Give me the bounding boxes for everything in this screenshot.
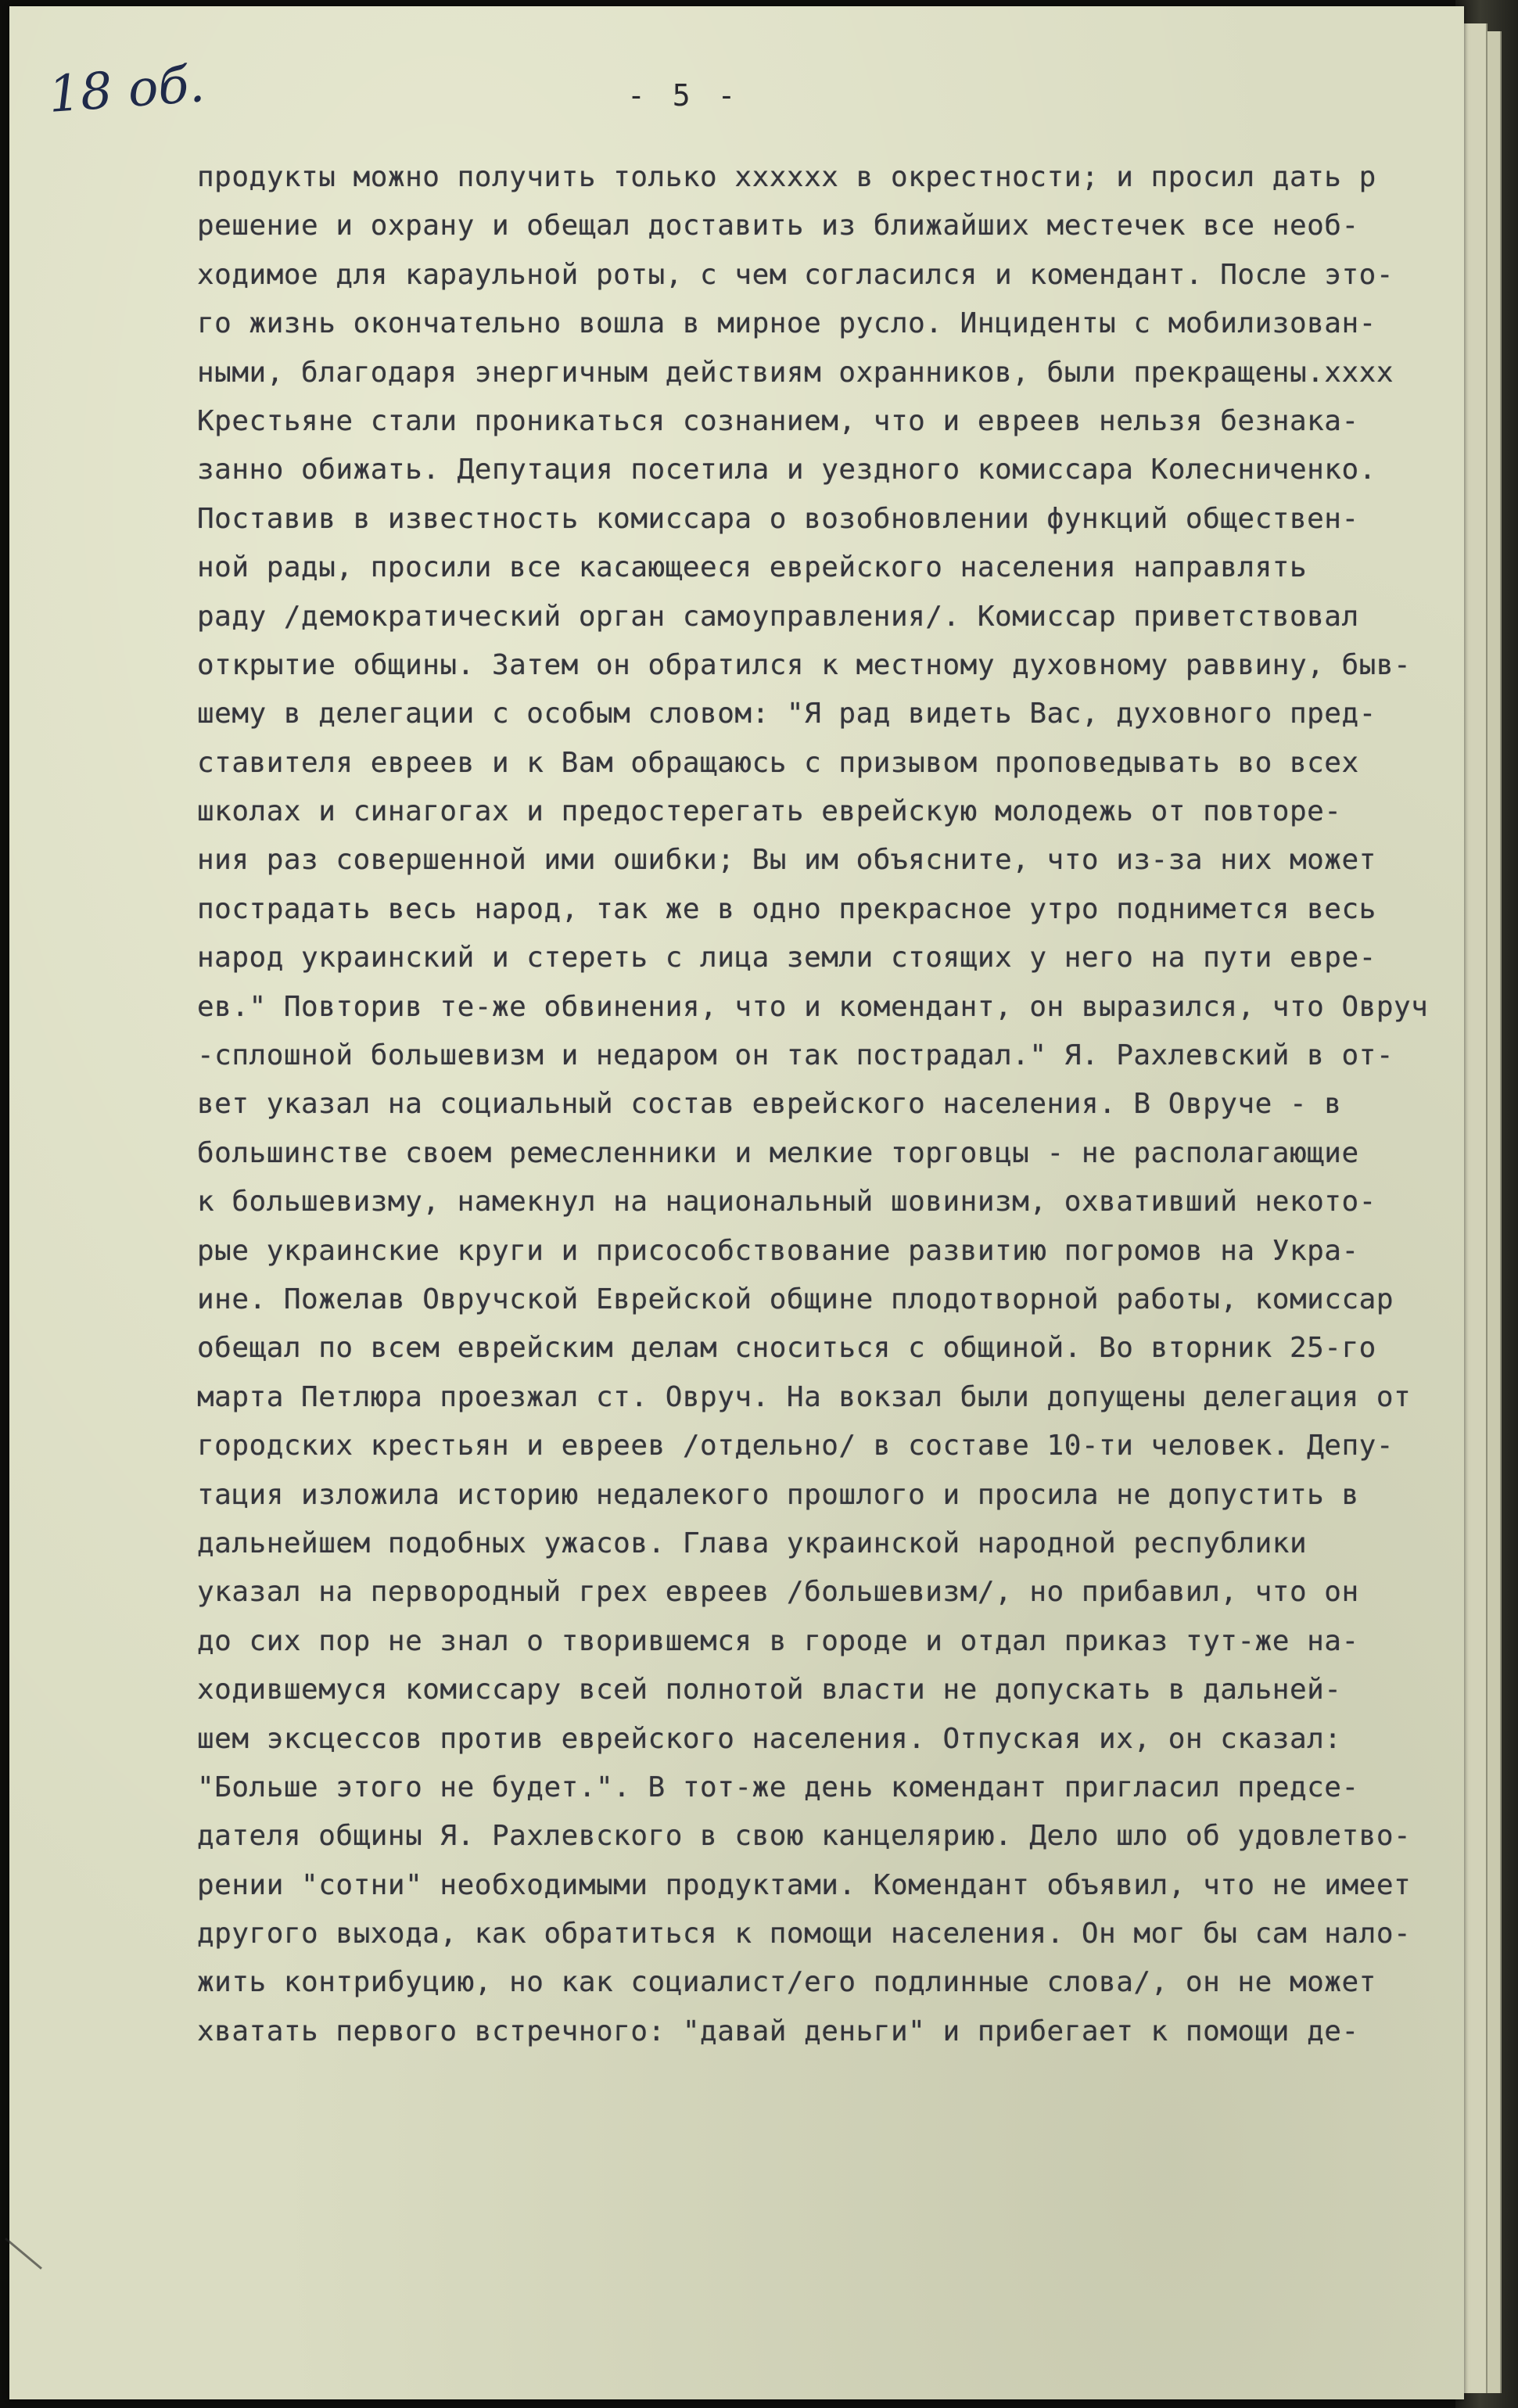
- text-line: продукты можно получить только хххххх в окрестности; и просил дать р: [197, 161, 1376, 193]
- text-line: -сплошной большевизм и недаром он так пострадал." Я. Рахлевский в от-: [197, 1039, 1394, 1072]
- text-line: ходившемуся комиссару всей полнотой власти не допускать в дальней-: [197, 1674, 1342, 1706]
- document-page: [9, 6, 1464, 2399]
- text-line: до сих пор не знал о творившемся в городе и отдал приказ тут-же на-: [197, 1624, 1359, 1657]
- text-line: ставителя евреев и к Вам обращаюсь с призывом проповедывать во всех: [197, 746, 1359, 779]
- text-line: хватать первого встречного: "давай деньги" и прибегает к помощи де-: [197, 2015, 1359, 2047]
- body-text: [197, 153, 1448, 2056]
- text-line: дателя общины Я. Рахлевского в свою канцелярию. Дело шло об удовлетво-: [197, 1820, 1412, 1853]
- text-line: рые украинские круги и присособствование развитию погромов на Укра-: [197, 1234, 1359, 1267]
- text-line: Поставив в известность комиссара о возобновлении функций обществен-: [197, 502, 1359, 535]
- text-line: пострадать весь народ, так же в одно прекрасное утро поднимется весь: [197, 892, 1376, 925]
- text-line: дальнейшем подобных ужасов. Глава украинской народной республики: [197, 1527, 1308, 1559]
- text-line: к большевизму, намекнул на национальный шовинизм, охвативший некото-: [197, 1186, 1376, 1218]
- text-line: Крестьяне стали проникаться сознанием, что и евреев нельзя безнака-: [197, 404, 1359, 437]
- text-line: марта Петлюра проезжал ст. Овруч. На вокзал были допущены делегация от: [197, 1380, 1412, 1413]
- text-line: ев." Повторив те-же обвинения, что и комендант, он выразился, что Овруч: [197, 990, 1429, 1023]
- text-line: го жизнь окончательно вошла в мирное русло. Инциденты с мобилизован-: [197, 307, 1376, 340]
- page-number: - 5 -: [627, 78, 741, 113]
- text-line: ходимое для караульной роты, с чем согласился и комендант. После это-: [197, 258, 1394, 291]
- text-line: указал на первородный грех евреев /большевизм/, но прибавил, что он: [197, 1576, 1359, 1609]
- text-line: большинстве своем ремесленники и мелкие торговцы - не располагающие: [197, 1136, 1359, 1169]
- text-line: раду /демократический орган самоуправления/. Комиссар приветствовал: [197, 600, 1359, 633]
- text-line: жить контрибуцию, но как социалист/его подлинные слова/, он не может: [197, 1966, 1376, 1999]
- text-line: решение и охрану и обещал доставить из ближайших местечек все необ-: [197, 210, 1359, 242]
- text-line: народ украинский и стереть с лица земли стоящих у него на пути евре-: [197, 942, 1376, 974]
- text-line: вет указал на социальный состав еврейского населения. В Овруче - в: [197, 1088, 1342, 1121]
- text-line: школах и синагогах и предостерегать еврейскую молодежь от повторе-: [197, 795, 1342, 828]
- text-line: ными, благодаря энергичным действиям охранников, были прекращены.хххх: [197, 356, 1394, 389]
- text-line: "Больше этого не будет.". В тот-же день комендант пригласил предсе-: [197, 1771, 1359, 1803]
- text-line: рении "сотни" необходимыми продуктами. Комендант объявил, что не имеет: [197, 1868, 1412, 1901]
- text-line: открытие общины. Затем он обратился к местному духовному раввину, быв-: [197, 648, 1412, 681]
- text-line: шем эксцессов против еврейского населения. Отпуская их, он сказал:: [197, 1722, 1342, 1755]
- text-line: занно обижать. Депутация посетила и уездного комиссара Колесниченко.: [197, 454, 1376, 486]
- text-line: ине. Пожелав Овручской Еврейской общине плодотворной работы, комиссар: [197, 1283, 1394, 1315]
- text-line: городских крестьян и евреев /отдельно/ в составе 10-ти человек. Депу-: [197, 1430, 1394, 1462]
- text-line: другого выхода, как обратиться к помощи населения. Он мог бы сам нало-: [197, 1918, 1412, 1950]
- text-line: обещал по всем еврейским делам сноситься с общиной. Во вторник 25-го: [197, 1332, 1376, 1365]
- text-line: шему в делегации с особым словом: "Я рад видеть Вас, духовного пред-: [197, 698, 1376, 730]
- text-line: ния раз совершенной ими ошибки; Вы им объясните, что из-за них может: [197, 844, 1376, 877]
- text-line: ной рады, просили все касающееся еврейского населения направлять: [197, 551, 1308, 584]
- text-line: тация изложила историю недалекого прошлого и просила не допустить в: [197, 1478, 1359, 1511]
- folio-annotation: 18 об.: [46, 56, 207, 124]
